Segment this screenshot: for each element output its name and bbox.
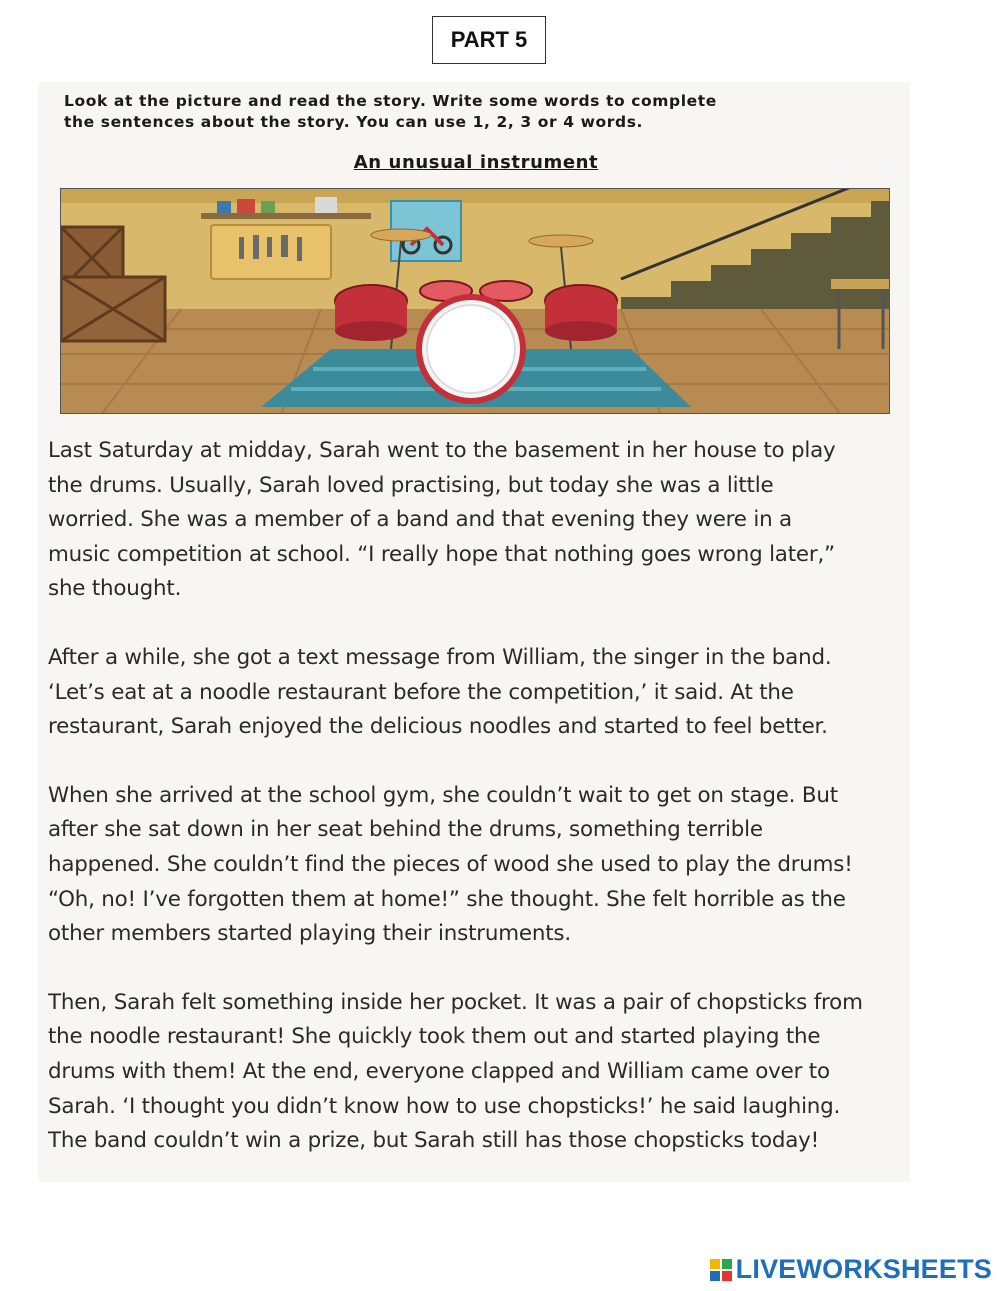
- story-line: she thought.: [48, 576, 182, 602]
- story-line: the noodle restaurant! She quickly took them out and started playing the: [48, 1024, 821, 1050]
- liveworksheets-logo-text: LIVEWORKSHEETS: [735, 1254, 992, 1284]
- instruction-line: the sentences about the story. You can use 1, 2, 3 or 4 words.: [64, 113, 644, 131]
- story-title: An unusual instrument: [353, 152, 599, 173]
- story-line: other members started playing their instruments.: [48, 921, 571, 947]
- story-line: “Oh, no! I’ve forgotten them at home!” she thought. She felt horrible as the: [48, 886, 846, 912]
- story-paragraph: [48, 641, 898, 745]
- story-paragraph: [48, 434, 898, 607]
- liveworksheets-logo[interactable]: [710, 1254, 992, 1285]
- story-line: Sarah. ‘I thought you didn’t know how to use chopsticks!’ he said laughing.: [48, 1093, 841, 1119]
- part-label: PART 5: [432, 16, 546, 64]
- story-line: drums with them! At the end, everyone clapped and William came over to: [48, 1058, 830, 1084]
- instructions: [64, 91, 904, 133]
- story-line: ‘Let’s eat at a noodle restaurant before the competition,’ it said. At the: [48, 679, 794, 705]
- story-line: the drums. Usually, Sarah loved practising, but today she was a little: [48, 472, 774, 498]
- story-line: Then, Sarah felt something inside her pocket. It was a pair of chopsticks from: [48, 989, 863, 1015]
- story-line: The band couldn’t win a prize, but Sarah still has those chopsticks today!: [48, 1128, 819, 1154]
- story-line: restaurant, Sarah enjoyed the delicious noodles and started to feel better.: [48, 714, 828, 740]
- story-line: Last Saturday at midday, Sarah went to the basement in her house to play: [48, 438, 836, 463]
- liveworksheets-logo-icon: [710, 1259, 732, 1281]
- story-paragraph: [48, 779, 898, 952]
- story-line: When she arrived at the school gym, she couldn’t wait to get on stage. But: [48, 782, 838, 808]
- drum-kit-basement-illustration: [60, 188, 890, 414]
- story-paragraph: [48, 986, 898, 1159]
- story-line: happened. She couldn’t find the pieces of wood she used to play the drums!: [48, 851, 853, 877]
- instruction-line: Look at the picture and read the story. Write some words to complete: [64, 92, 717, 110]
- story-line: music competition at school. “I really hope that nothing goes wrong later,”: [48, 541, 835, 567]
- story-line: worried. She was a member of a band and that evening they were in a: [48, 507, 792, 533]
- story-line: after she sat down in her seat behind the drums, something terrible: [48, 817, 763, 843]
- story-line: After a while, she got a text message from William, the singer in the band.: [48, 644, 832, 670]
- story-text: [48, 434, 898, 1193]
